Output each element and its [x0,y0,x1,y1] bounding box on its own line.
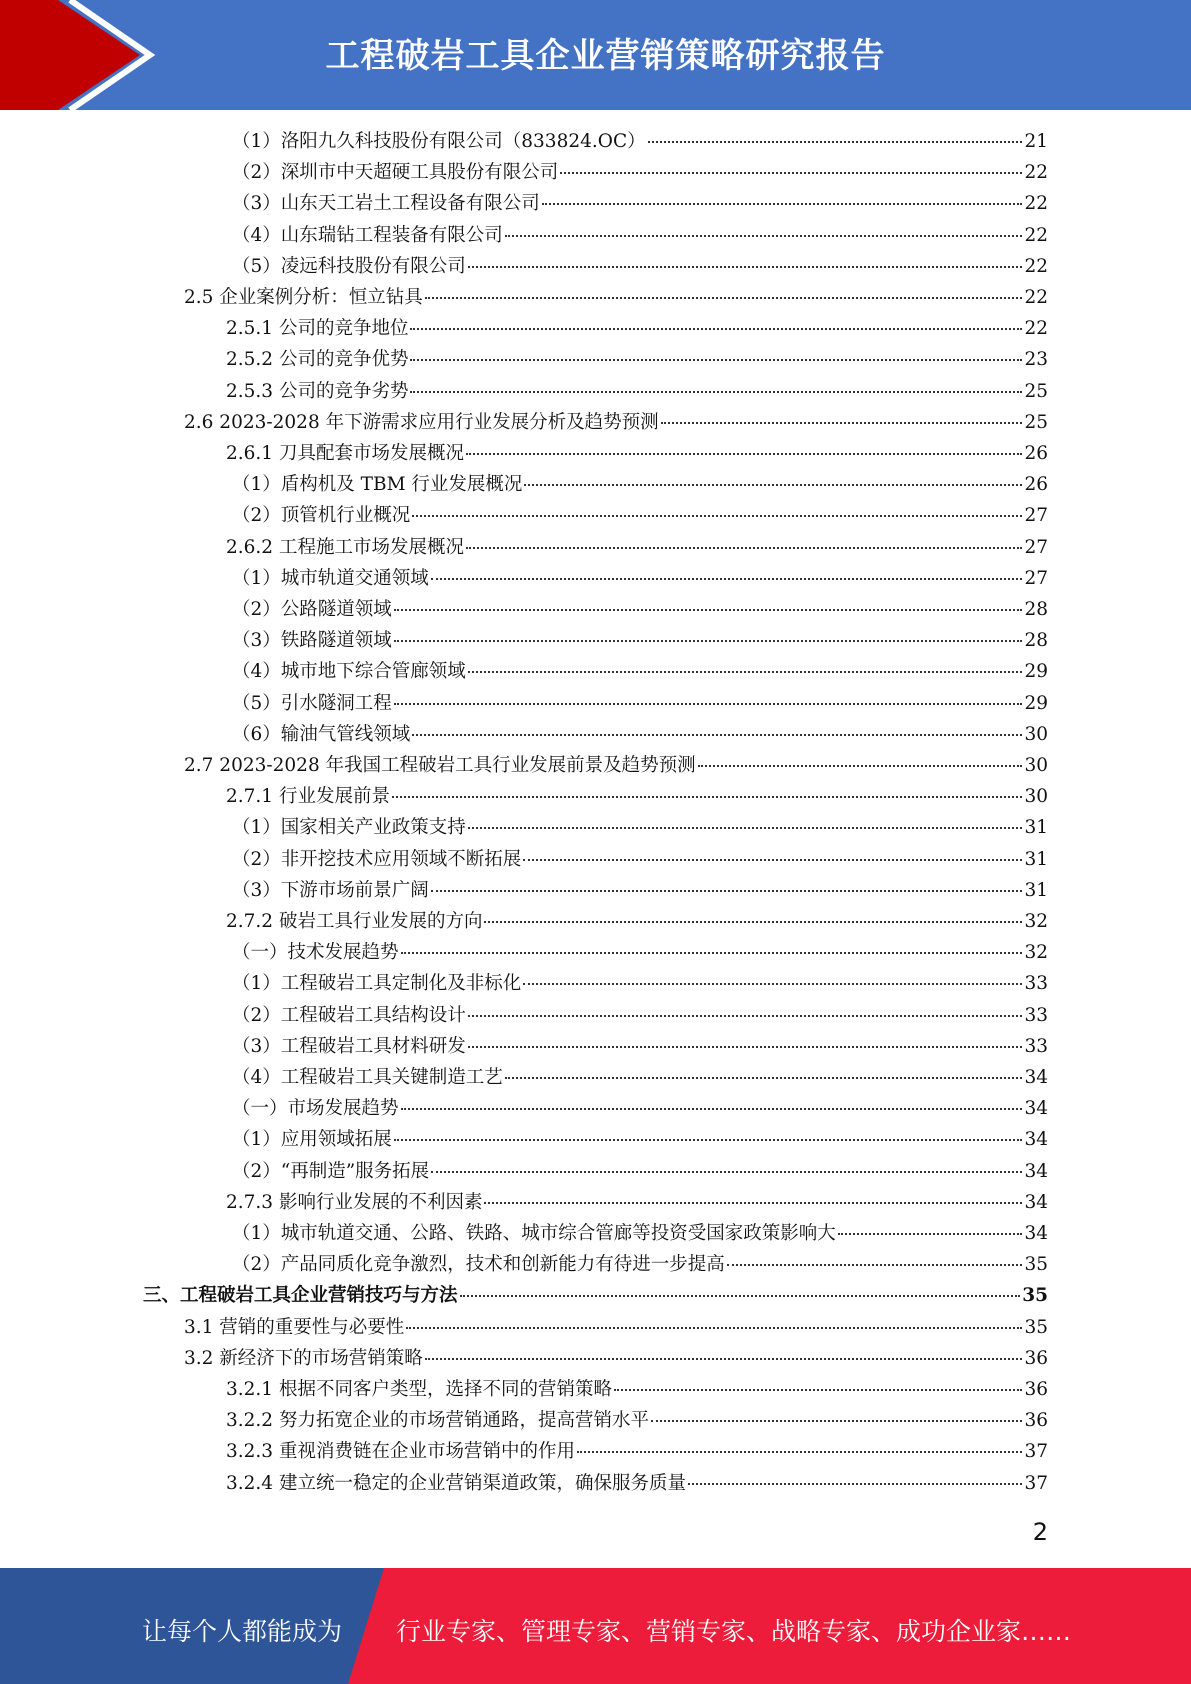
toc-entry-page: 29 [1024,692,1048,714]
toc-entry[interactable] [226,1469,1048,1500]
page-number: 2 [1032,1518,1048,1546]
toc-dot-leader [394,609,1023,611]
toc-entry-page: 31 [1024,817,1048,839]
header-title: 工程破岩工具企业营销策略研究报告 [325,36,886,76]
toc-entry[interactable] [226,782,1048,813]
toc-entry-title: （1）国家相关产业政策支持 [232,817,466,839]
toc-entry[interactable] [232,501,1048,532]
toc-entry[interactable] [232,127,1048,158]
toc-entry-page: 33 [1024,1004,1048,1026]
toc-dot-leader [542,203,1023,205]
toc-entry[interactable] [232,564,1048,595]
toc-entry-title: （4）工程破岩工具关键制造工艺 [232,1067,503,1088]
toc-entry-title: 2.6.2 工程施工市场发展概况 [226,536,464,558]
toc-entry-page: 27 [1024,536,1048,558]
toc-entry[interactable] [232,470,1048,501]
toc-entry[interactable] [232,252,1048,283]
toc-entry-title: （6）输油气管线领域 [232,723,411,745]
toc-entry-title: （4）山东瑞钻工程装备有限公司 [232,224,503,246]
toc-entry-title: 三、工程破岩工具企业营销技巧与方法 [143,1285,458,1307]
toc-entry-title: 2.5.2 公司的竞争优势 [226,349,409,371]
toc-entry-title: （1）洛阳九久科技股份有限公司（833824.OC） [232,131,646,152]
page-header [0,0,1191,110]
toc-entry-title: 3.2.2 努力拓宽企业的市场营销通路，提高营销水平 [226,1410,649,1432]
toc-dot-leader [394,1139,1023,1141]
toc-entry-title: （3）工程破岩工具材料研发 [232,1035,466,1057]
toc-entry[interactable] [226,907,1048,938]
toc-entry-page: 32 [1024,942,1048,964]
toc-entry-page: 27 [1024,505,1048,527]
toc-entry-page: 26 [1024,443,1048,464]
toc-dot-leader [401,1108,1023,1110]
toc-dot-leader [661,422,1023,424]
toc-entry-title: 2.7.3 影响行业发展的不利因素 [226,1191,483,1213]
toc-entry-page: 28 [1024,630,1048,652]
toc-entry-title: 3.2.3 重视消费链在企业市场营销中的作用 [226,1441,575,1463]
toc-entry-title: （2）产品同质化竞争激烈，技术和创新能力有待进一步提高 [232,1254,725,1276]
toc-entry[interactable] [184,751,1048,782]
toc-entry-page: 34 [1024,1223,1048,1244]
toc-dot-leader [410,391,1022,393]
toc-entry-page: 37 [1024,1441,1048,1463]
toc-entry-title: 2.7.2 破岩工具行业发展的方向 [226,911,483,932]
footer-slogan-right: 行业专家、管理专家、营销专家、战略专家、成功企业家…… [396,1617,1072,1646]
toc-entry-page: 34 [1024,1129,1048,1151]
toc-entry-page: 22 [1024,287,1048,308]
toc-dot-leader [523,983,1022,985]
toc-dot-leader [505,235,1023,237]
toc-entry[interactable] [232,1250,1048,1281]
toc-entry[interactable] [226,1437,1048,1468]
toc-entry-page: 29 [1024,661,1048,683]
toc-entry-title: （3）铁路隧道领域 [232,630,392,652]
toc-dot-leader [394,703,1023,705]
toc-entry[interactable] [232,1157,1048,1188]
toc-entry-page: 32 [1024,911,1048,932]
toc-dot-leader [412,734,1022,736]
toc-entry-title: （2）深圳市中天超硬工具股份有限公司 [232,162,559,184]
toc-entry[interactable] [232,1001,1048,1032]
toc-dot-leader [698,765,1023,767]
toc-dot-leader [614,1389,1022,1391]
toc-entry[interactable] [232,626,1048,657]
toc-entry-title: （2）“再制造”服务拓展 [232,1160,430,1182]
toc-entry-page: 25 [1024,411,1048,433]
toc-entry[interactable] [184,1344,1048,1375]
toc-dot-leader [524,484,1022,486]
toc-entry-title: （2）非开挖技术应用领域不断拓展 [232,848,522,870]
toc-entry-page: 31 [1024,848,1048,870]
toc-entry[interactable] [184,283,1048,314]
toc-entry[interactable] [232,1063,1048,1094]
toc-entry-title: （2）公路隧道领域 [232,599,392,620]
toc-entry-page: 35 [1024,1254,1048,1276]
toc-entry[interactable] [232,720,1048,751]
toc-dot-leader [468,1015,1023,1017]
toc-dot-leader [484,921,1022,923]
toc-entry-title: （4）城市地下综合管廊领域 [232,661,466,683]
toc-entry-page: 22 [1024,193,1048,215]
toc-entry[interactable] [226,1188,1048,1219]
toc-entry-title: 2.7 2023-2028 年我国工程破岩工具行业发展前景及趋势预测 [184,755,696,776]
toc-dot-leader [401,952,1023,954]
toc-entry-page: 36 [1024,1347,1048,1369]
toc-dot-leader [838,1233,1023,1235]
toc-entry-page: 25 [1024,380,1048,402]
toc-entry-title: （5）引水隧洞工程 [232,692,392,714]
toc-entry-title: （一）市场发展趋势 [232,1098,399,1120]
toc-entry-title: （1）城市轨道交通、公路、铁路、城市综合管廊等投资受国家政策影响大 [232,1223,836,1244]
toc-entry-page: 36 [1024,1379,1048,1400]
toc-entry-page: 22 [1024,255,1048,277]
toc-dot-leader [523,859,1022,861]
toc-dot-leader [431,890,1023,892]
toc-entry-page: 22 [1024,224,1048,246]
toc-entry-title: 2.6 2023-2028 年下游需求应用行业发展分析及趋势预测 [184,411,659,433]
toc-entry-page: 35 [1022,1285,1048,1307]
toc-entry-title: （一）技术发展趋势 [232,942,399,964]
toc-entry[interactable] [232,845,1048,876]
toc-entry-title: 3.2.4 建立统一稳定的企业营销渠道政策，确保服务质量 [226,1472,686,1494]
toc-entry[interactable] [226,377,1048,408]
toc-entry[interactable] [184,408,1048,439]
toc-dot-leader [648,141,1023,143]
toc-entry[interactable] [232,938,1048,969]
toc-entry[interactable] [226,1375,1048,1406]
toc-dot-leader [468,266,1023,268]
toc-dot-leader [431,578,1023,580]
toc-entry[interactable] [226,314,1048,345]
toc-dot-leader [468,827,1023,829]
toc-entry[interactable] [232,1094,1048,1125]
toc-entry-page: 26 [1024,474,1048,496]
toc-entry-page: 34 [1024,1160,1048,1182]
toc-dot-leader [460,1295,1021,1297]
page-footer [0,1568,1191,1684]
toc-entry[interactable] [184,1313,1048,1344]
toc-entry-title: 3.2 新经济下的市场营销策略 [184,1347,423,1369]
toc-entry[interactable] [226,439,1048,470]
toc-entry-title: 2.7.1 行业发展前景 [226,786,390,808]
toc-dot-leader [394,640,1023,642]
toc-entry-page: 35 [1024,1316,1048,1338]
toc-entry-title: （1）应用领域拓展 [232,1129,392,1151]
toc-dot-leader [466,547,1022,549]
toc-entry-title: 2.6.1 刀具配套市场发展概况 [226,443,464,464]
toc-entry-title: 2.5 企业案例分析：恒立钻具 [184,287,423,308]
toc-entry-title: （1）工程破岩工具定制化及非标化 [232,973,522,995]
toc-entry-title: 3.1 营销的重要性与必要性 [184,1316,405,1338]
toc-entry-page: 34 [1024,1191,1048,1213]
toc-entry[interactable] [232,657,1048,688]
toc-dot-leader [651,1420,1022,1422]
footer-slogan-left: 让每个人都能成为 [142,1617,343,1646]
toc-entry-title: （2）顶管机行业概况 [232,505,411,527]
toc-entry[interactable] [232,813,1048,844]
toc-entry[interactable] [232,689,1048,720]
toc-dot-leader [468,671,1023,673]
toc-dot-leader [410,328,1022,330]
toc-entry[interactable] [232,1219,1048,1250]
toc-entry[interactable] [232,158,1048,189]
toc-entry[interactable] [143,1281,1048,1312]
toc-entry-title: （1）盾构机及 TBM 行业发展概况 [232,474,523,496]
toc-dot-leader [412,515,1022,517]
toc-dot-leader [560,172,1022,174]
toc-entry-page: 30 [1024,755,1048,776]
toc-entry-page: 33 [1024,973,1048,995]
toc-entry-page: 28 [1024,599,1048,620]
toc-entry-page: 30 [1024,723,1048,745]
toc-entry-page: 34 [1024,1067,1048,1088]
toc-entry[interactable] [226,533,1048,564]
toc-entry[interactable] [232,969,1048,1000]
toc-entry-title: （3）山东天工岩土工程设备有限公司 [232,193,540,215]
toc-entry-title: 2.5.3 公司的竞争劣势 [226,380,409,402]
toc-dot-leader [406,1327,1022,1329]
toc-entry-title: （1）城市轨道交通领域 [232,567,429,589]
toc-entry-page: 30 [1024,786,1048,808]
toc-entry-page: 22 [1024,318,1048,340]
toc-entry[interactable] [226,1406,1048,1437]
toc-dot-leader [425,1358,1023,1360]
toc-entry[interactable] [226,345,1048,376]
toc-dot-leader [505,1077,1023,1079]
toc-entry[interactable] [232,595,1048,626]
toc-dot-leader [727,1264,1023,1266]
toc-entry-page: 33 [1024,1035,1048,1057]
toc-dot-leader [577,1451,1022,1453]
toc-entry-page: 22 [1024,162,1048,184]
toc-entry[interactable] [232,1125,1048,1156]
toc-entry-title: 2.5.1 公司的竞争地位 [226,318,409,340]
toc-entry-page: 36 [1024,1410,1048,1432]
toc-entry-title: （2）工程破岩工具结构设计 [232,1004,466,1026]
toc-dot-leader [688,1483,1022,1485]
toc-entry-page: 31 [1024,879,1048,901]
toc-dot-leader [466,453,1022,455]
toc-entry-page: 37 [1024,1472,1048,1494]
toc-entry-page: 34 [1024,1098,1048,1120]
toc-entry[interactable] [232,189,1048,220]
toc-dot-leader [431,1171,1022,1173]
toc-entry-title: 3.2.1 根据不同客户类型，选择不同的营销策略 [226,1379,612,1400]
toc-dot-leader [468,1046,1023,1048]
toc-dot-leader [484,1202,1022,1204]
toc-entry[interactable] [232,1032,1048,1063]
toc-dot-leader [425,297,1023,299]
toc-dot-leader [410,359,1022,361]
toc-entry[interactable] [232,221,1048,252]
toc-entry-page: 27 [1024,567,1048,589]
toc-entry-page: 23 [1024,349,1048,371]
toc-entry-page: 21 [1024,131,1048,152]
toc-entry[interactable] [232,876,1048,907]
toc-dot-leader [392,796,1022,798]
toc-entry-title: （5）凌远科技股份有限公司 [232,255,466,277]
toc-entry-title: （3）下游市场前景广阔 [232,879,429,901]
